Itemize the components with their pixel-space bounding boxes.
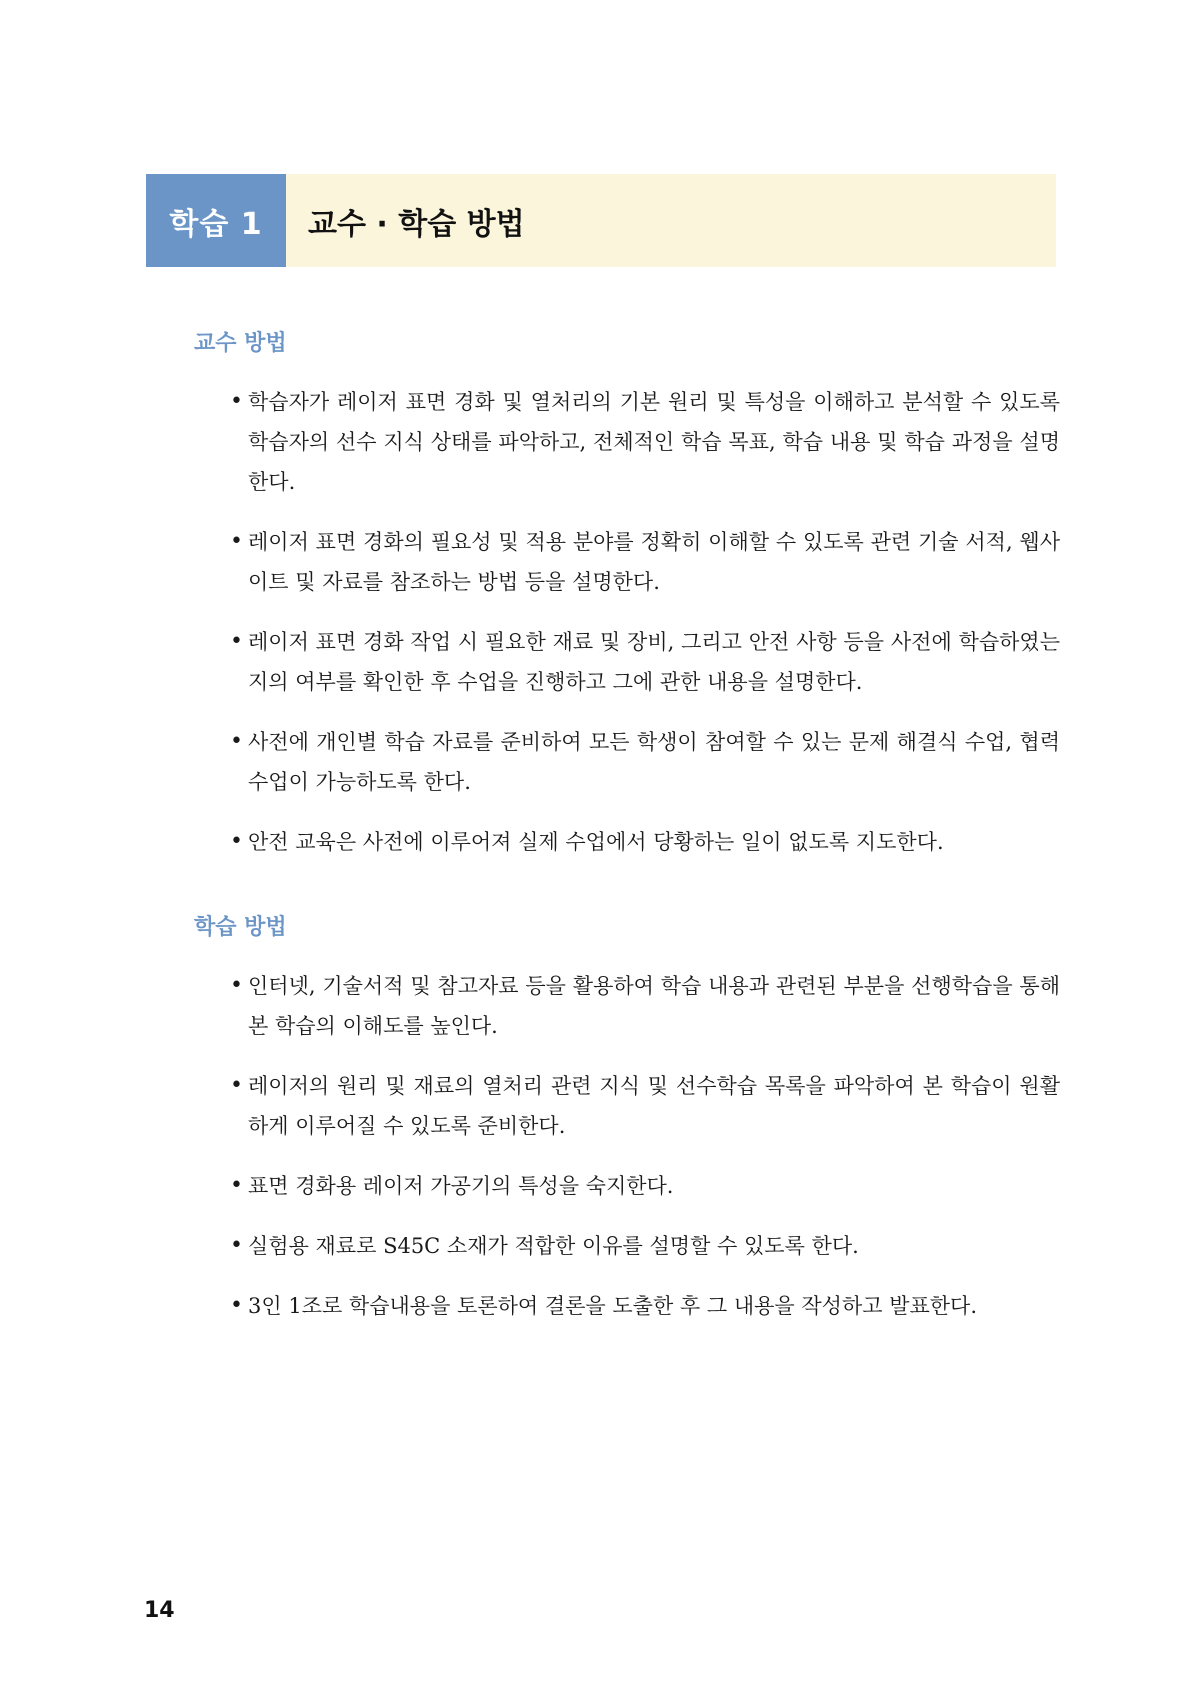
list-item: • 레이저 표면 경화 작업 시 필요한 재료 및 장비, 그리고 안전 사항 등을 사전에 학습하였는지의 여부를 확인한 후 수업을 진행하고 그에 관한 내용을 설명한다. [232, 622, 1060, 702]
list-item: • 인터넷, 기술서적 및 참고자료 등을 활용하여 학습 내용과 관련된 부분을 선행학습을 통해 본 학습의 이해도를 높인다. [232, 966, 1060, 1046]
list-item: • 학습자가 레이저 표면 경화 및 열처리의 기본 원리 및 특성을 이해하고 분석할 수 있도록 학습자의 선수 지식 상태를 파악하고, 전체적인 학습 목표, 학습 내용 및 학습 과정을 설명한다. [232, 382, 1060, 502]
header-label: 학습 1 [146, 174, 286, 267]
list-item: • 표면 경화용 레이저 가공기의 특성을 숙지한다. [232, 1166, 1060, 1206]
list-item: • 레이저 표면 경화의 필요성 및 적용 분야를 정확히 이해할 수 있도록 관련 기술 서적, 웹사이트 및 자료를 참조하는 방법 등을 설명한다. [232, 522, 1060, 602]
section-header [146, 174, 1056, 267]
header-title: 교수 · 학습 방법 [286, 174, 1056, 267]
learning-methods-list [232, 966, 1060, 1346]
list-item: • 안전 교육은 사전에 이루어져 실제 수업에서 당황하는 일이 없도록 지도한다. [232, 822, 1060, 862]
list-item: • 레이저의 원리 및 재료의 열처리 관련 지식 및 선수학습 목록을 파악하여 본 학습이 원활하게 이루어질 수 있도록 준비한다. [232, 1066, 1060, 1146]
learning-methods-title: 학습 방법 [194, 915, 287, 940]
list-item: • 사전에 개인별 학습 자료를 준비하여 모든 학생이 참여할 수 있는 문제 해결식 수업, 협력 수업이 가능하도록 한다. [232, 722, 1060, 802]
teaching-methods-title: 교수 방법 [194, 331, 287, 356]
teaching-methods-list [232, 382, 1060, 882]
page-number: 14 [144, 1598, 175, 1623]
list-item: • 3인 1조로 학습내용을 토론하여 결론을 도출한 후 그 내용을 작성하고 발표한다. [232, 1286, 1060, 1326]
list-item: • 실험용 재료로 S45C 소재가 적합한 이유를 설명할 수 있도록 한다. [232, 1226, 1060, 1266]
